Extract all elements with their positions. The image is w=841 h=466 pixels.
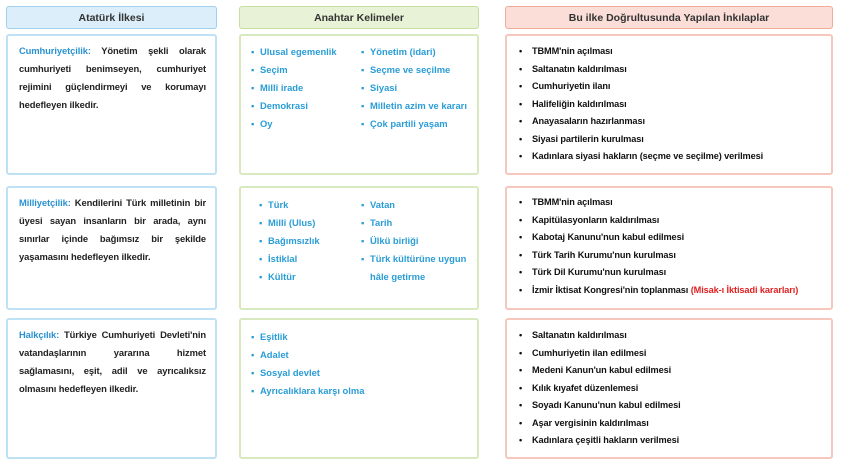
reform-item: • Halifeliğin kaldırılması [519, 98, 627, 109]
reform-item: • TBMM'nin açılması [519, 46, 613, 56]
principle-cell-halkcilik [6, 318, 217, 459]
reform-note: (Misak-ı İktisadi kararları) [690, 284, 799, 295]
keyword-item: ▪ Türk [259, 199, 289, 210]
keywords-cell-halkcilik [239, 318, 479, 459]
principle-text [19, 42, 206, 114]
reform-item: • Cumhuriyetin ilanı [519, 81, 611, 91]
reform-item: • Türk Dil Kurumu'nun kurulması [519, 267, 667, 277]
keywords-cell-cumhuriyetcilik [239, 34, 479, 175]
reforms-cell-cumhuriyetcilik [505, 34, 833, 175]
keywords-left-list [251, 43, 353, 133]
header-keywords-label: Anahtar Kelimeler [314, 11, 404, 24]
keyword-item: ▪ Çok partili yaşam [361, 118, 448, 129]
header-keywords [239, 6, 479, 29]
reform-item: • Aşar vergisinin kaldırılması [519, 417, 649, 428]
principle-term: Milliyetçilik: [19, 197, 71, 208]
keyword-item: ▪ Seçim [251, 64, 288, 75]
reform-item: • Soyadı Kanunu'nun kabul edilmesi [519, 400, 681, 410]
reform-item: • Kadınlara siyasi hakların (seçme ve seçilme) verilmesi [519, 151, 764, 161]
keywords-right-list [361, 43, 473, 133]
principle-cell-cumhuriyetcilik [6, 34, 217, 175]
principle-cell-milliyetcilik [6, 186, 217, 310]
keyword-item: ▪ Ülkü birliği [361, 235, 419, 246]
reform-item: • Medeni Kanun'un kabul edilmesi [519, 365, 672, 375]
reform-item: • Kadınlara çeşitli hakların verilmesi [519, 435, 680, 445]
principle-description: Türkiye Cumhuriyeti Devleti'nin vatandaşlarının yararına hizmet sağlamasını, eşit, adil ve ayrıcalıksız olmasını hedefleyen ilkedir. [19, 329, 206, 394]
reform-item: • Türk Tarih Kurumu'nun kurulması [519, 249, 676, 260]
reforms-cell-halkcilik [505, 318, 833, 459]
principle-text [19, 194, 206, 266]
keyword-item: ▪ Türk kültürüne uygun hâle getirme [361, 253, 467, 282]
keyword-item: ▪ Millî irade [251, 82, 304, 93]
keyword-item: ▪ Bağımsızlık [259, 235, 320, 246]
keywords-right-list [361, 196, 475, 286]
keyword-item: ▪ Kültür [259, 271, 296, 282]
reforms-list [519, 43, 825, 166]
reform-item: • Siyasi partilerin kurulması [519, 133, 644, 144]
reforms-list [519, 194, 825, 299]
header-principle [6, 6, 217, 29]
keyword-item: ▪ İstiklal [259, 253, 298, 264]
keyword-item: ▪ Seçme ve seçilme [361, 64, 451, 75]
keyword-item: ▪ Ayrıcalıklara karşı olma [251, 385, 365, 396]
keyword-item: ▪ Yönetim (idari) [361, 46, 436, 57]
keywords-left-list [251, 328, 451, 400]
keywords-left-list [259, 196, 354, 286]
keyword-item: ▪ Eşitlik [251, 331, 288, 342]
keyword-item: ▪ Oy [251, 118, 273, 129]
reform-item: • Anayasaların hazırlanması [519, 116, 645, 126]
header-reforms-label: Bu ilke Doğrultusunda Yapılan İnkılaplar [568, 11, 770, 24]
principle-description: Kendilerini Türk milletinin bir üyesi sayan insanların bir arada, aynı sınırlar içinde bağımsız bir şekilde yaşamasını hedefleyen ilkedir. [19, 197, 206, 262]
keyword-item: ▪ Tarih [361, 217, 393, 228]
keyword-item: ▪ Demokrasi [251, 100, 308, 111]
reform-item: • Saltanatın kaldırılması [519, 330, 627, 340]
reform-item: • TBMM'nin açılması [519, 197, 613, 207]
principle-term: Halkçılık: [19, 329, 60, 340]
reform-item: • İzmir İktisat Kongresi'nin toplanması (Misak-ı İktisadi kararları) [519, 284, 799, 295]
reform-item: • Kılık kıyafet düzenlemesi [519, 382, 639, 393]
principle-description: Yönetim şekli olarak cumhuriyeti benimseyen, cumhuriyet rejimini güçlendirmeyi ve korumayı hedefleyen ilkedir. [19, 45, 206, 110]
keyword-item: ▪ Milletin azim ve kararı [361, 100, 467, 111]
keyword-item: ▪ Vatan [361, 199, 396, 210]
reform-item: • Saltanatın kaldırılması [519, 63, 627, 74]
reforms-cell-milliyetcilik [505, 186, 833, 310]
reform-item: • Kapitülasyonların kaldırılması [519, 214, 660, 225]
principle-text [19, 326, 206, 398]
keyword-item: ▪ Sosyal devlet [251, 367, 320, 378]
reforms-list [519, 327, 825, 450]
reform-item: • Kabotaj Kanunu'nun kabul edilmesi [519, 232, 685, 242]
keyword-item: ▪ Ulusal egemenlik [251, 46, 337, 57]
keyword-item: ▪ Adalet [251, 349, 289, 360]
keyword-item: ▪ Millî (Ulus) [259, 217, 316, 228]
principle-term: Cumhuriyetçilik: [19, 45, 91, 56]
header-reforms [505, 6, 833, 29]
keywords-cell-milliyetcilik [239, 186, 479, 310]
keyword-item: ▪ Siyasi [361, 82, 398, 93]
header-principle-label: Atatürk İlkesi [78, 11, 145, 24]
reform-item: • Cumhuriyetin ilan edilmesi [519, 347, 647, 358]
